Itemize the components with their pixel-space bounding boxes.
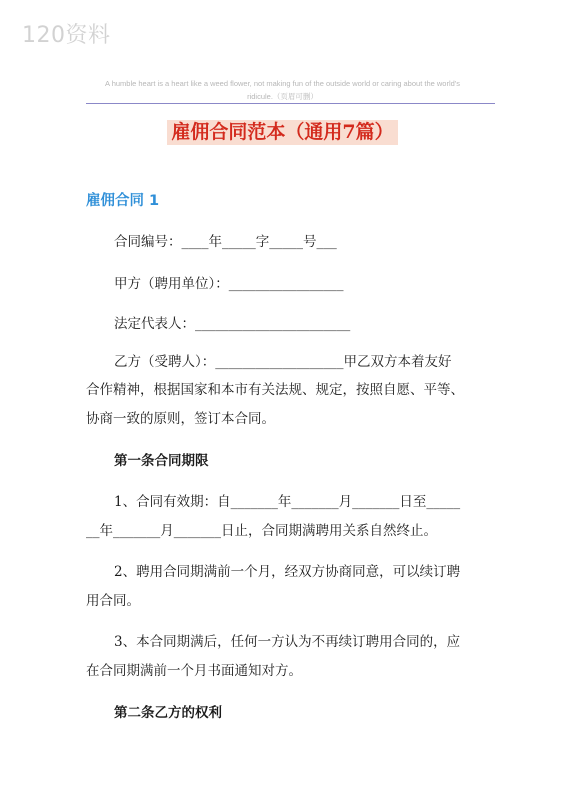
paragraph-line: 合作精神，根据国家和本市有关法规、规定，按照自愿、平等、 [86,382,464,398]
document-title [0,120,565,145]
article-1-clause-line: 2、聘用合同期满前一个月，经双方协商同意，可以续订聘 [114,564,461,580]
article-2-heading: 第二条乙方的权利 [114,705,222,721]
article-1-clause-line: 3、本合同期满后，任何一方认为不再续订聘用合同的，应 [114,634,461,650]
document-title-text: 雇佣合同范本（通用7篇） [167,120,397,145]
header-quote-line-1: A humble heart is a heart like a weed flower, not making fun of the outside world or caring about the world's [105,79,460,88]
article-1-clause-line: 用合同。 [86,593,140,609]
article-1-clause-line: __年_______月_______日止，合同期满聘用关系自然终止。 [86,523,437,539]
header-divider [86,103,495,104]
header-quote-line-2: ridicule.（页眉可删） [247,92,318,101]
article-1-clause-line: 1、合同有效期：自_______年_______月_______日至_____ [114,494,461,510]
article-1-clause-line: 在合同期满前一个月书面通知对方。 [86,663,302,679]
paragraph-line: 协商一致的原则，签订本合同。 [86,411,275,427]
party-a-line: 甲方（聘用单位）：_________________ [114,276,344,292]
section-heading: 雇佣合同 1 [86,193,160,209]
header-quote [60,77,505,103]
legal-representative-line: 法定代表人：_______________________ [114,316,351,332]
contract-number-line: 合同编号：____年_____字_____号___ [114,234,337,250]
article-1-heading: 第一条合同期限 [114,453,209,469]
party-b-line: 乙方（受聘人）：___________________甲乙双方本着友好 [114,354,452,370]
watermark: 120资料 [22,23,111,48]
